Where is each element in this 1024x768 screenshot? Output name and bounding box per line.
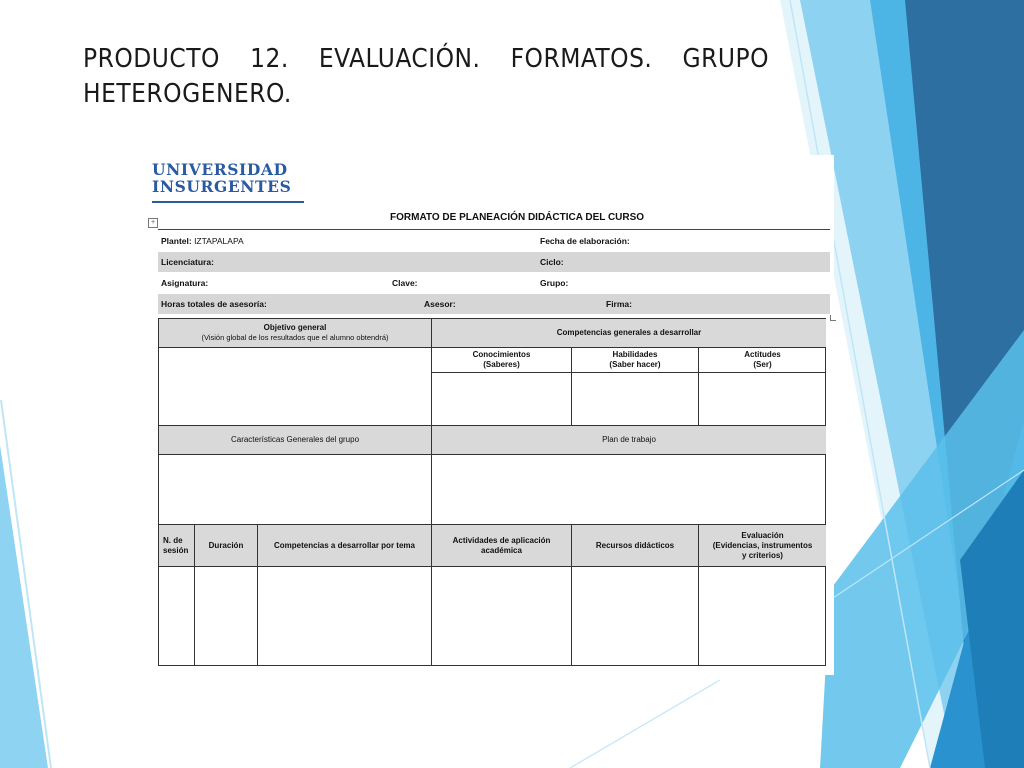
duracion-body [195,567,258,665]
duracion-header: Duración [195,525,258,567]
competencias-header: Competencias generales a desarrollar [432,319,826,348]
actividades-line-1: Actividades de aplicación [452,535,551,545]
planning-table [158,318,826,666]
evaluacion-header [699,525,826,567]
habilidades-sub: (Saber hacer) [609,360,661,369]
ciclo-label: Ciclo: [540,257,564,267]
evaluacion-line-2: (Evidencias, instrumentos [712,540,813,550]
sesion-header [159,525,195,567]
horas-label: Horas totales de asesoría: [161,299,267,309]
sesion-line-1: N. de [163,535,183,545]
competencias-tema-header: Competencias a desarrollar por tema [258,525,432,567]
caracteristicas-header: Características Generales del grupo [159,426,432,455]
actividades-line-2: académica [481,545,522,555]
actitudes-sub: (Ser) [753,360,772,369]
actitudes-header [699,348,826,373]
logo-line-1: UNIVERSIDAD [152,160,288,179]
objetivo-body [159,348,432,426]
logo-line-2: INSURGENTES [152,177,292,196]
plantel-label: Plantel: [161,236,192,246]
header-row-horas [158,294,830,314]
actitudes-body [699,373,826,426]
evaluacion-line-3: y criterios) [742,550,783,560]
habilidades-header [572,348,699,373]
evaluacion-line-1: Evaluación [741,530,784,540]
sesion-line-2: sesión [163,545,189,555]
table-corner-mark [830,315,836,321]
asignatura-label: Asignatura: [161,278,209,288]
actividades-body [432,567,572,665]
conocimientos-body [432,373,572,426]
plan-trabajo-header: Plan de trabajo [432,426,826,455]
asesor-label: Asesor: [424,299,456,309]
slide-title: PRODUCTO 12. EVALUACIÓN. FORMATOS. GRUPO HETEROGENERO. [83,44,769,109]
university-logo [152,161,291,195]
form-title: FORMATO DE PLANEACIÓN DIDÁCTICA DEL CURSO [390,212,645,223]
conocimientos-sub: (Saberes) [483,360,520,369]
conocimientos-label: Conocimientos [472,350,531,359]
recursos-body [572,567,699,665]
caracteristicas-body [159,455,432,525]
conocimientos-header [432,348,572,373]
header-row-licenciatura [158,252,830,272]
competencias-tema-body [258,567,432,665]
actitudes-label: Actitudes [744,350,781,359]
objetivo-title: Objetivo general [263,323,327,332]
habilidades-body [572,373,699,426]
actividades-header [432,525,572,567]
firma-label: Firma: [606,299,632,309]
planning-form-image [140,155,834,675]
header-row-plantel [158,231,830,251]
clave-label: Clave: [392,278,418,288]
left-light-shape [0,445,48,768]
licenciatura-label: Licenciatura: [161,257,214,267]
fecha-label: Fecha de elaboración: [540,236,630,246]
header-row-asignatura [158,273,830,293]
recursos-header: Recursos didácticos [572,525,699,567]
objetivo-header [159,319,432,348]
grupo-label: Grupo: [540,278,569,288]
habilidades-label: Habilidades [612,350,658,359]
header-top-rule [158,229,830,230]
evaluacion-body [699,567,826,665]
right-thin-line-2 [570,680,720,768]
objetivo-subtitle: (Visión global de los resultados que el alumno obtendrá) [201,333,389,342]
table-move-icon: + [148,218,158,228]
sesion-body [159,567,195,665]
plan-trabajo-body [432,455,826,525]
plantel-value: IZTAPALAPA [191,236,244,246]
logo-underline [152,201,304,203]
